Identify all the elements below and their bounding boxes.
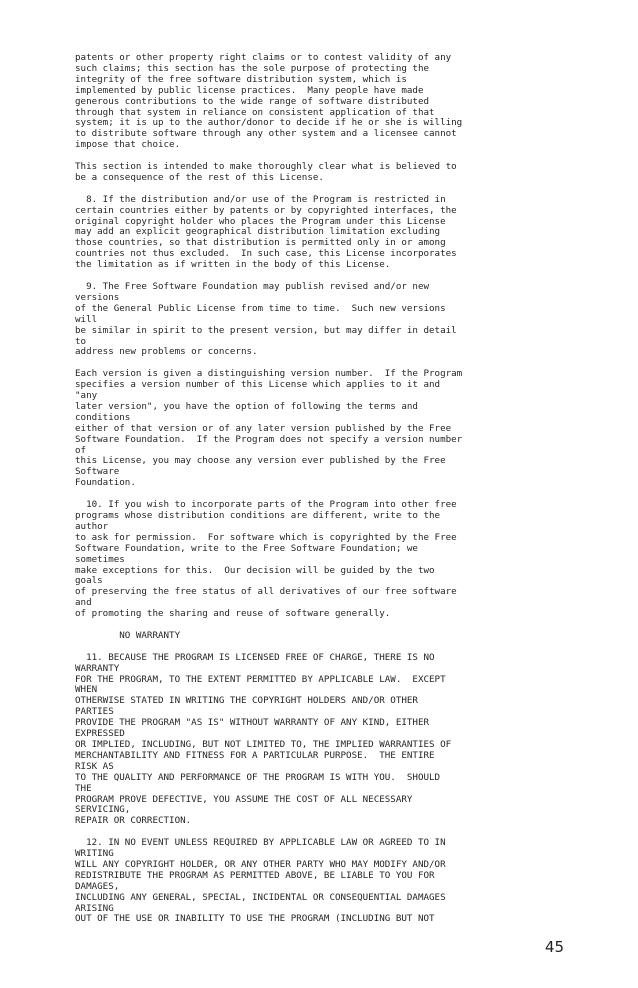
paragraph-section-12: 12. IN NO EVENT UNLESS REQUIRED BY APPLICABLE LAW OR AGREED TO IN WRITING WILL ANY COPYRIGHT HOLDER, OR ANY OTHER PARTY WHO MAY MODIFY AND/OR REDISTRIBUTE THE PROGRAM AS PERMITTED ABOVE, BE LIABLE TO YOU FOR DAMAGES, INCLUDING ANY GENERAL, SPECIAL, INCIDENTAL OR CONSEQUENTIAL DAMAGES ARISING OUT OF THE USE OR INABILITY TO USE THE PROGRAM (INCLUDING BUT NOT [75, 837, 446, 925]
page-number: 45 [545, 938, 565, 956]
paragraph-section-intent: This section is intended to make thoroughly clear what is believed to be a consequence of the rest of this License. [75, 161, 457, 183]
paragraph-section-10: 10. If you wish to incorporate parts of the Program into other free programs whose distribution conditions are different, write to the author to ask for permission. For software which is copyrighted by the Free Software Foundation, write to the Free Software Foundation; we sometimes make exceptions for this. Our decision will be guided by the two goals of preserving the free status of all derivatives of our free software and of promoting the sharing and reuse of software generally. [75, 499, 457, 620]
license-text [75, 52, 463, 925]
heading-no-warranty: NO WARRANTY [75, 629, 181, 641]
paragraph-version-number: Each version is given a distinguishing version number. If the Program specifies a version number of this License which applies to it and "any later version", you have the option of following the terms and conditions either of that version or of any later version published by the Free Software Foundation. If the Program does not specify a version number of this License, you may choose any version ever published by the Free Software Foundation. [75, 368, 463, 489]
paragraph-section-11: 11. BECAUSE THE PROGRAM IS LICENSED FREE OF CHARGE, THERE IS NO WARRANTY FOR THE PROGRAM, TO THE EXTENT PERMITTED BY APPLICABLE LAW. EXCEPT WHEN OTHERWISE STATED IN WRITING THE COPYRIGHT HOLDERS AND/OR OTHER PARTIES PROVIDE THE PROGRAM "AS IS" WITHOUT WARRANTY OF ANY KIND, EITHER EXPRESSED OR IMPLIED, INCLUDING, BUT NOT LIMITED TO, THE IMPLIED WARRANTIES OF MERCHANTABILITY AND FITNESS FOR A PARTICULAR PURPOSE. THE ENTIRE RISK AS TO THE QUALITY AND PERFORMANCE OF THE PROGRAM IS WITH YOU. SHOULD THE PROGRAM PROVE DEFECTIVE, YOU ASSUME THE COST OF ALL NECESSARY SERVICING, REPAIR OR CORRECTION. [75, 651, 452, 827]
paragraph-section-8: 8. If the distribution and/or use of the Program is restricted in certain countries either by patents or by copyrighted interfaces, the original copyright holder who places the Program under this License may add an explicit geographical distribution limitation excluding those countries, so that distribution is permitted only in or among countries not thus excluded. In such case, this License incorporates the limitation as if written in the body of this License. [75, 193, 457, 271]
paragraph-patents-claims: patents or other property right claims or to contest validity of any such claims; this section has the sole purpose of protecting the integrity of the free software distribution system, which is implemented by public license practices. Many people have made generous contributions to the wide range of software distributed through that system in reliance on consistent application of that system; it is up to the author/donor to decide if he or she is willing to distribute software through any other system and a licensee cannot impose that choice. [75, 52, 463, 151]
paragraph-section-9: 9. The Free Software Foundation may publish revised and/or new versions of the General Public License from time to time. Such new versions will be similar in spirit to the present version, but may differ in detail to address new problems or concerns. [75, 280, 457, 358]
